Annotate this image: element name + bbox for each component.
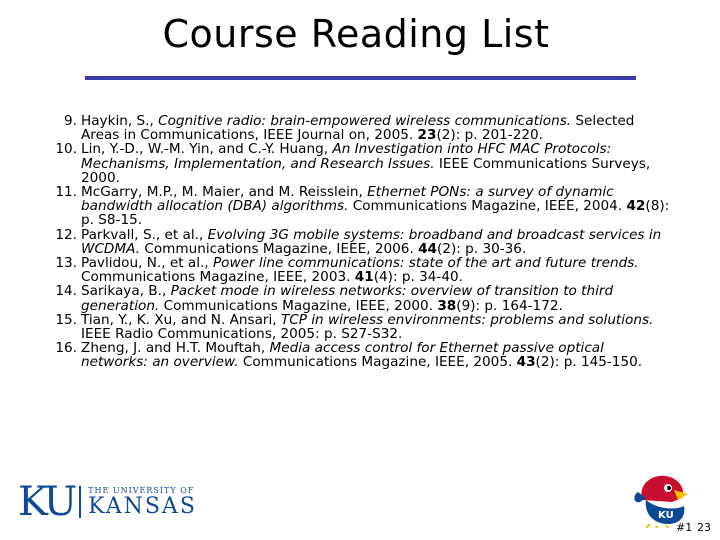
reference-pages: (8): p. S8-15. [81, 198, 670, 229]
reference-authors: Sarikaya, B., [81, 283, 171, 300]
page-number: 23 [697, 521, 711, 534]
jayhawk-mascot-icon [628, 470, 690, 528]
ku-logo [18, 479, 197, 525]
jayhawk-badge-text: KU [658, 510, 674, 521]
ku-logo-mark: KU [18, 479, 75, 525]
reference-volume: 23 [417, 127, 437, 144]
reference-list [50, 114, 670, 370]
reference-number: 11. [55, 184, 77, 201]
reference-authors: Pavlidou, N., et al., [81, 255, 213, 272]
reference-item [50, 284, 670, 312]
reference-volume: 43 [516, 354, 536, 371]
ku-logo-big-text: KANSAS [88, 493, 197, 519]
ku-logo-divider [79, 486, 81, 518]
reference-volume: 44 [418, 240, 438, 257]
reference-pages: (2): p. 145-150. [535, 354, 643, 371]
reference-number: 12. [55, 226, 77, 243]
reference-number: 10. [55, 141, 77, 158]
reference-volume: 42 [626, 198, 646, 215]
reference-number: 14. [55, 283, 77, 300]
reference-source: Selected Areas in Communications, IEEE Journal on, 2005. [81, 113, 635, 144]
reference-title: TCP in wireless environments: problems and solutions. [280, 311, 654, 328]
reference-authors: Zheng, J. and H.T. Mouftah, [81, 340, 270, 357]
reference-title: Packet mode in wireless networks: overview of transition to third generation. [81, 283, 614, 314]
reference-title: Power line communications: state of the art and future trends. [212, 255, 639, 272]
reference-source: IEEE Communications Surveys, 2000. [81, 155, 651, 186]
reference-source: Communications Magazine, IEEE, 2004. [348, 198, 627, 215]
reference-authors: Tian, Y., K. Xu, and N. Ansari, [81, 311, 281, 328]
reference-title: Ethernet PONs: a survey of dynamic bandwidth allocation (DBA) algorithms. [81, 184, 614, 215]
reference-authors: Lin, Y.-D., W.-M. Yin, and C.-Y. Huang, [81, 141, 333, 158]
reference-source: Communications Magazine, IEEE, 2006. [140, 240, 419, 257]
reference-item [50, 114, 670, 142]
reference-item [50, 341, 670, 369]
reference-pages: (2): p. 30-36. [437, 240, 527, 257]
reference-source: Communications Magazine, IEEE, 2005. [238, 354, 517, 371]
reference-source: Communications Magazine, IEEE, 2003. [81, 269, 355, 286]
reference-pages: (9): p. 164-172. [456, 297, 563, 314]
reference-title: Cognitive radio: brain-empowered wireless communications. [158, 113, 572, 129]
ku-logo-wordmark [88, 486, 197, 519]
reference-volume: 38 [437, 297, 457, 314]
reference-item [50, 142, 670, 185]
reference-source: IEEE Radio Communications, 2005: p. S27-S32. [81, 326, 403, 343]
slide-label: #1 [676, 521, 693, 534]
reference-source: Communications Magazine, IEEE, 2000. [159, 297, 438, 314]
ku-logo-small-text: THE UNIVERSITY OF [88, 485, 195, 495]
reference-authors: McGarry, M.P., M. Maier, and M. Reisslein, [81, 184, 368, 201]
reference-pages: (2): p. 201-220. [436, 127, 543, 144]
reference-item [50, 228, 670, 256]
reference-number: 16. [55, 340, 77, 357]
reference-authors: Haykin, S., [81, 113, 159, 129]
reference-number: 13. [55, 255, 77, 272]
reference-title: Evolving 3G mobile systems: broadband and broadcast services in WCDMA. [81, 226, 662, 257]
reference-item [50, 185, 670, 228]
page-title: Course Reading List [162, 12, 550, 56]
reference-authors: Parkvall, S., et al., [81, 226, 208, 243]
reference-title: Media access control for Ethernet passive optical networks: an overview. [81, 340, 604, 371]
reference-volume: 41 [354, 269, 374, 286]
reference-item [50, 313, 670, 341]
reference-title: An Investigation into HFC MAC Protocols: Mechanisms, Implementation, and Research Issues. [81, 141, 612, 172]
reference-item [50, 256, 670, 284]
reference-number: 9. [64, 113, 77, 129]
title-divider [85, 76, 636, 80]
reference-pages: (4): p. 34-40. [373, 269, 463, 286]
reference-number: 15. [55, 311, 77, 328]
